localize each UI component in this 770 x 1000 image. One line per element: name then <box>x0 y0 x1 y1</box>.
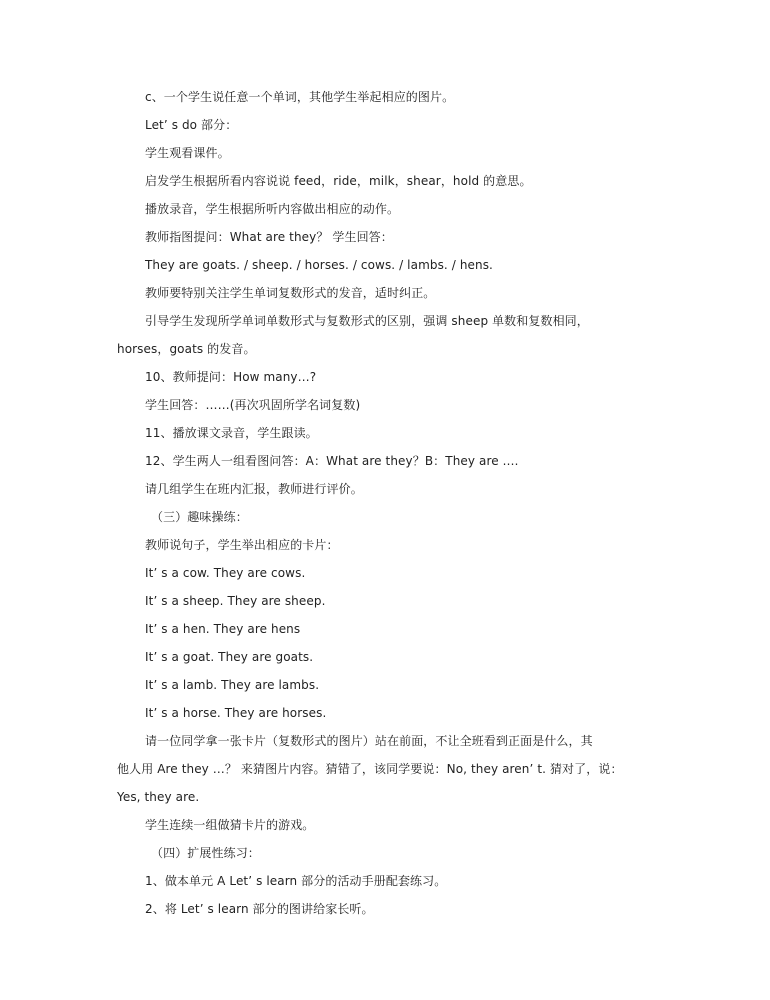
paragraph-line: 学生回答：……(再次巩固所学名词复数) <box>145 398 361 412</box>
paragraph-line: 11、播放课文录音，学生跟读。 <box>145 426 318 440</box>
paragraph-line: 启发学生根据所看内容说说 feed，ride，milk，shear，hold 的意思。 <box>145 174 532 188</box>
paragraph-line: 10、教师提问：How many…? <box>145 370 317 384</box>
paragraph-line: 请一位同学拿一张卡片（复数形式的图片）站在前面，不让全班看到正面是什么，其 <box>145 734 593 748</box>
section-heading-fun-practice: （三）趣味操练： <box>151 510 248 524</box>
example-sentence: It’ s a goat. They are goats. <box>145 650 314 664</box>
paragraph-line: 学生观看课件。 <box>145 146 230 160</box>
paragraph-line: 2、将 Let’ s learn 部分的图讲给家长听。 <box>145 902 374 916</box>
example-sentence: It’ s a hen. They are hens <box>145 622 301 636</box>
paragraph-line: 引导学生发现所学单词单数形式与复数形式的区别，强调 sheep 单数和复数相同， <box>145 314 589 328</box>
paragraph-line: c、一个学生说任意一个单词，其他学生举起相应的图片。 <box>145 90 455 104</box>
paragraph-line: 播放录音，学生根据所听内容做出相应的动作。 <box>145 202 400 216</box>
section-heading-lets-do: Let’ s do 部分： <box>145 118 238 132</box>
example-sentence: It’ s a lamb. They are lambs. <box>145 678 320 692</box>
paragraph-line: 教师要特别关注学生单词复数形式的发音，适时纠正。 <box>145 286 436 300</box>
example-sentence: It’ s a horse. They are horses. <box>145 706 327 720</box>
paragraph-line: 他人用 Are they …？ 来猜图片内容。猜错了，该同学要说：No, they aren’ t. 猜对了，说： <box>117 762 623 776</box>
paragraph-line: 请几组学生在班内汇报，教师进行评价。 <box>145 482 363 496</box>
paragraph-line: 教师说句子，学生举出相应的卡片： <box>145 538 339 552</box>
paragraph-line: horses，goats 的发音。 <box>117 342 256 356</box>
example-sentence: It’ s a cow. They are cows. <box>145 566 306 580</box>
section-heading-extension: （四）扩展性练习： <box>151 846 260 860</box>
paragraph-line: 教师指图提问：What are they？ 学生回答： <box>145 230 393 244</box>
paragraph-line: 12、学生两人一组看图问答：A：What are they？B：They are .… <box>145 454 519 468</box>
paragraph-line: Yes, they are. <box>117 790 200 804</box>
example-sentence: It’ s a sheep. They are sheep. <box>145 594 326 608</box>
paragraph-line: They are goats. / sheep. / horses. / cows. / lambs. / hens. <box>145 258 493 272</box>
paragraph-line: 学生连续一组做猜卡片的游戏。 <box>145 818 315 832</box>
paragraph-line: 1、做本单元 A Let’ s learn 部分的活动手册配套练习。 <box>145 874 447 888</box>
